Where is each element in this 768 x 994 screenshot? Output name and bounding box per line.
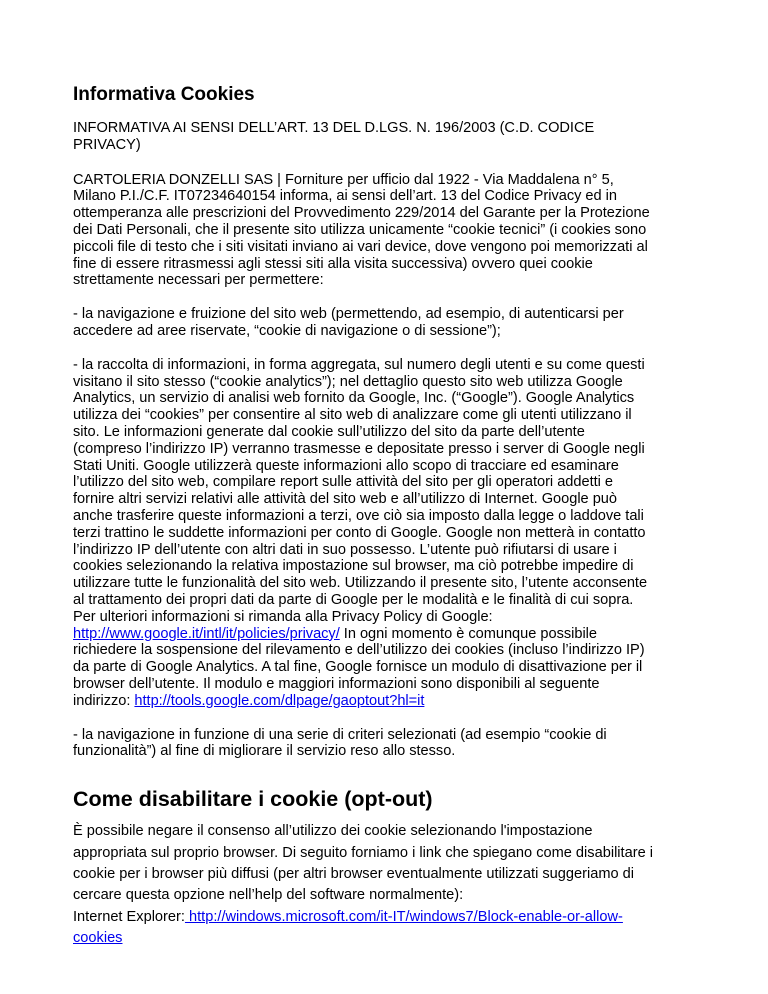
intro-paragraph: CARTOLERIA DONZELLI SAS | Forniture per ufficio dal 1922 - Via Maddalena n° 5, Milano P.I./C.F. IT07234640154 informa, ai sensi dell’art. 13 del Codice Privacy ed in ottemperanza alle prescrizioni del Provvedimento 229/2014 del Garante per la Protezione dei Dati Personali, che il presente sito utilizza unicamente “cookie tecnici” (i cookies sono piccoli file di testo che i siti visitati inviano ai vari device, dove vengono poi memorizzati al fine di essere ritrasmessi agli stessi siti alla visita successiva) ovvero quei cookie strettamente necessari per permettere: — [73, 171, 650, 289]
optout-section-title: Come disabilitare i cookie (opt-out) — [73, 787, 433, 812]
google-analytics-optout-link[interactable]: http://tools.google.com/dlpage/gaoptout?hl=it — [134, 692, 425, 709]
internet-explorer-label: Internet Explorer: — [73, 908, 185, 925]
internet-explorer-cookies-link[interactable]: http://windows.microsoft.com/it-IT/windows7/Block-enable-or-allow- cookies — [73, 908, 623, 947]
optout-text: È possibile negare il consenso all’utilizzo dei cookie selezionando l'impostazione appropriata sul proprio browser. Di seguito forniamo i link che spiegano come disabilitare i cookie per i browser più diffusi (per altri browser eventualmente utilizzati suggeriamo di cercare questa opzione nell’help del software normalmente): — [73, 823, 653, 904]
document-title: Informativa Cookies — [73, 84, 255, 105]
analytics-text-1: - la raccolta di informazioni, in forma aggregata, sul numero degli utenti e su come questi visitano il sito stesso (“cookie analytics”); nel dettaglio questo sito web utilizza Google Analytics, un servizio di analisi web fornito da Google, Inc. (“Google”). Google Analytics utilizza dei “cookies” per consentire al sito web di analizzare come gli utenti utilizzano il sito. Le informazioni generate dal cookie sull’utilizzo del sito da parte dell’utente (compreso l’indirizzo IP) verranno trasmesse e depositate presso i server di Google negli Stati Uniti. Google utilizzerà queste informazioni allo scopo di tracciare ed esaminare l’utilizzo del sito web, compilare report sulle attività del sito per gli operatori addetti e fornire altri servizi relativi alle attività del sito web e all’utilizzo di Internet. Google può anche trasferire queste informazioni a terzi, ove ciò sia imposto dalla legge o laddove tali terzi trattino le suddette informazioni per conto di Google. Google non metterà in contatto l’indirizzo IP dell’utente con altri dati in suo possesso. L’utente può rifiutarsi di usare i cookies selezionando la relativa impostazione sul browser, ma ciò potrebbe impedire di utilizzare tutte le funzionalità del sito web. Utilizzando il presente sito, l’utente acconsente al trattamento dei propri dati da parte di Google per le modalità e le finalità di cui sopra. Per ulteriori informazioni si rimanda alla Privacy Policy di Google: — [73, 356, 648, 625]
analytics-text-2: In ogni momento è comunque possibile richiedere la sospensione del rilevamento e dell’utilizzo dei cookies (incluso l’indirizzo IP) da parte di Google Analytics. A tal fine, Google fornisce un modulo di disattivazione per il browser dell’utente. Il modulo e maggiori informazioni sono disponibili al seguente indirizzo: — [73, 625, 645, 709]
optout-paragraph — [73, 821, 728, 949]
bullet-functionality: - la navigazione in funzione di una serie di criteri selezionati (ad esempio “cookie di funzionalità”) al fine di migliorare il servizio reso allo stesso. — [73, 726, 607, 760]
google-privacy-policy-link[interactable]: http://www.google.it/intl/it/policies/privacy/ — [73, 625, 340, 642]
bullet-analytics — [73, 357, 728, 710]
law-reference: INFORMATIVA AI SENSI DELL’ART. 13 DEL D.LGS. N. 196/2003 (C.D. CODICE PRIVACY) — [73, 120, 595, 153]
bullet-navigation: - la navigazione e fruizione del sito web (permettendo, ad esempio, di autenticarsi per accedere ad aree riservate, “cookie di navigazione o di sessione”); — [73, 306, 624, 339]
